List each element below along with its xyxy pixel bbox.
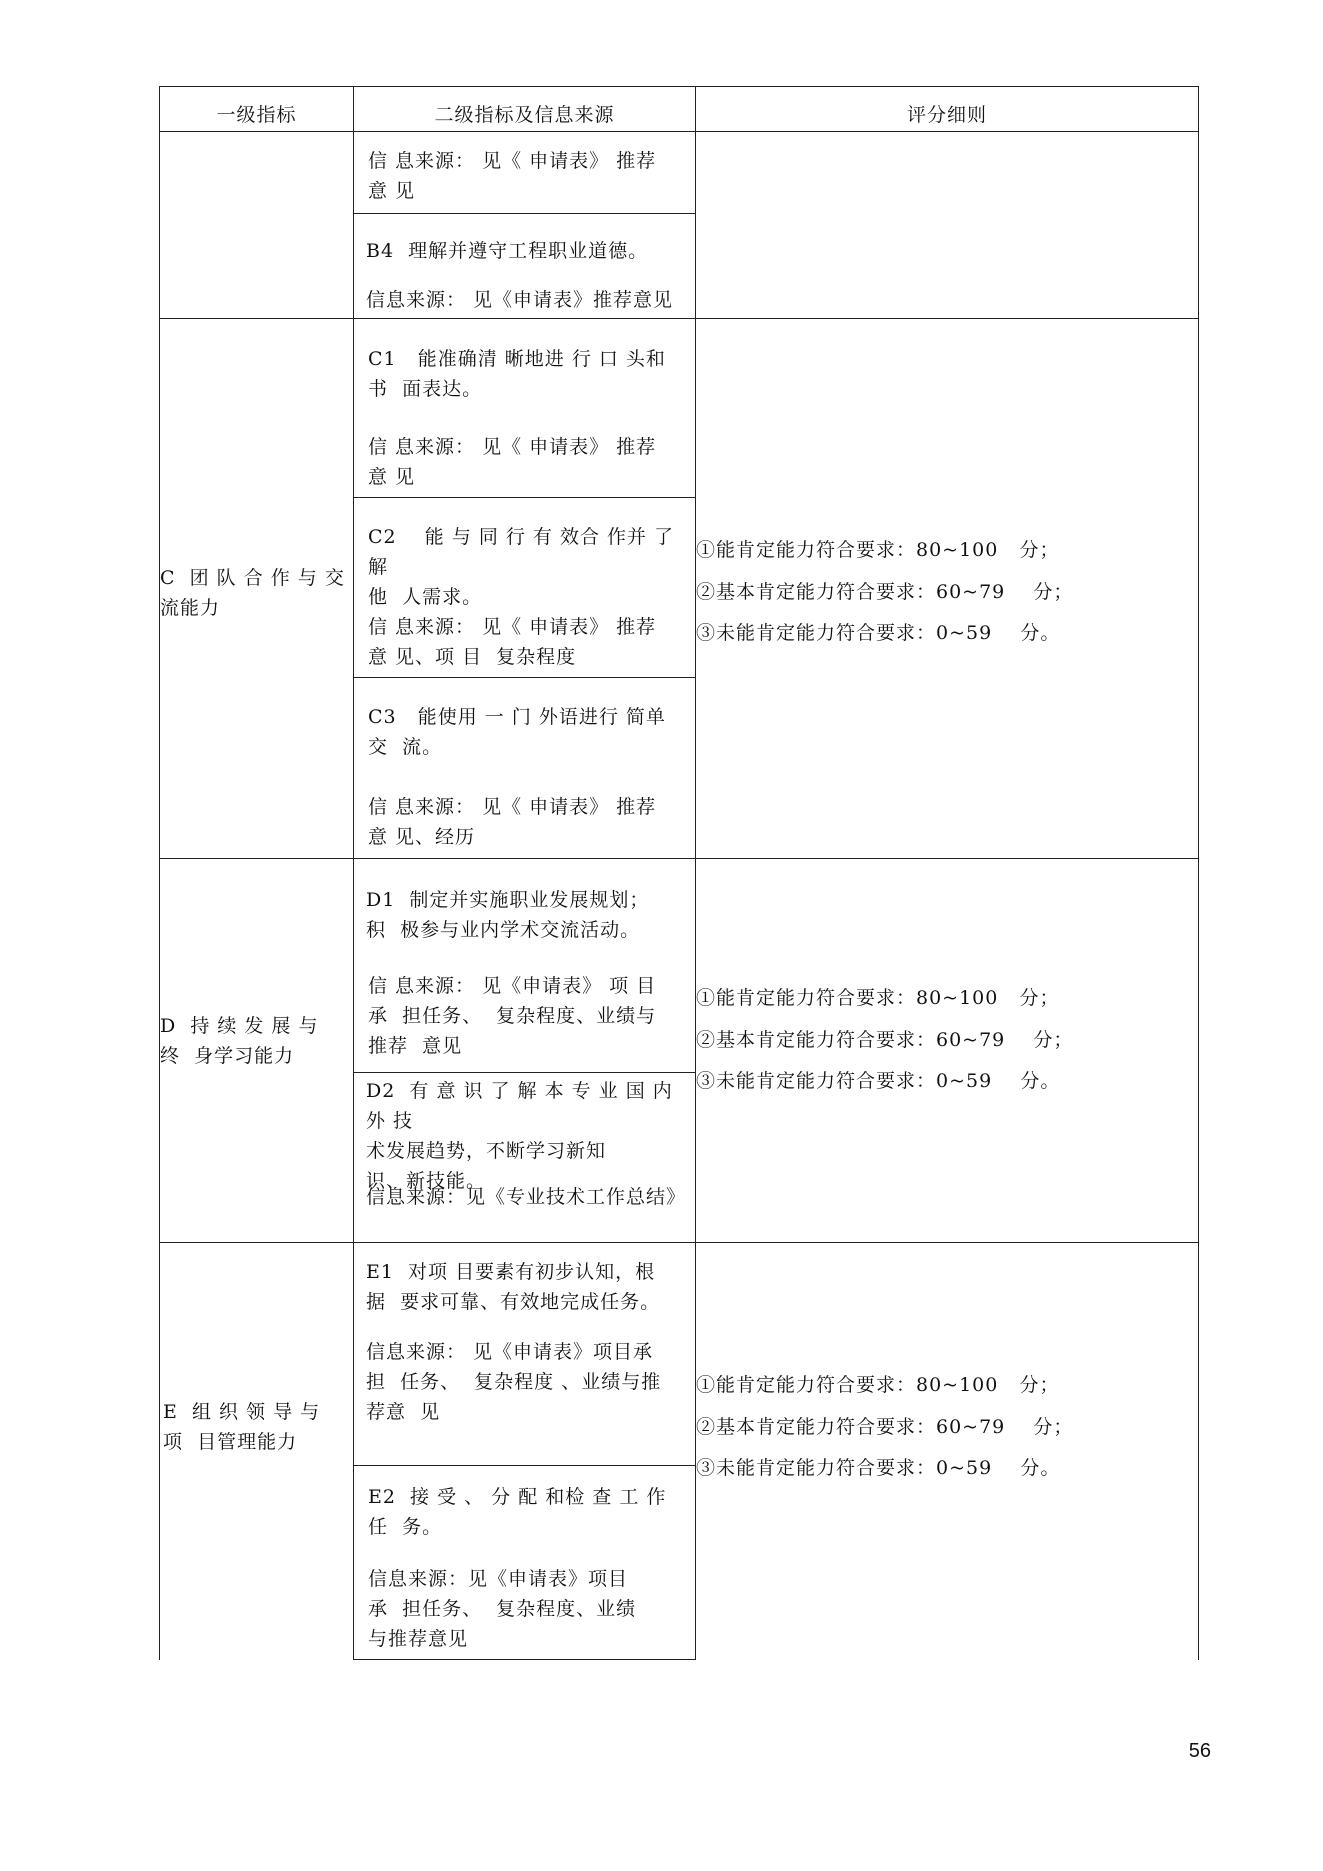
e-rule-2: ②基本肯定能力符合要求：60~79 分； [696,1416,1074,1438]
header-bottom-border [159,131,1199,132]
table-right-border [1198,86,1199,1660]
col1-right-border [353,86,354,1660]
c-rule-3: ③未能肯定能力符合要求：0~59 分。 [696,622,1061,644]
section-separator-e [159,1242,1199,1243]
page-number: 56 [1188,1740,1211,1762]
header-primary-indicator: 一级指标 [216,104,297,126]
table-top-border [159,86,1199,87]
d2-indicator: D2 有 意 识 了 解 本 专 业 国 内 外 技 术发展趋势，不断学习新知 识、新技能。 [366,1080,673,1192]
section-separator-d [159,858,1199,859]
indicator-c-name: C 团 队 合 作 与 交 流能力 [160,567,345,619]
c-rule-2: ②基本肯定能力符合要求：60~79 分； [696,581,1074,603]
e1-info-source: 信息来源： 见《申请表》项目承 担 任务、 复杂程度 、业绩与推 荐意 见 [366,1341,662,1423]
d-rule-3: ③未能肯定能力符合要求：0~59 分。 [696,1070,1061,1092]
subrow-separator [353,1072,696,1073]
d1-indicator: D1 制定并实施职业发展规划； 积 极参与业内学术交流活动。 [366,889,650,941]
subrow-separator [353,677,696,678]
b4-indicator: B4 理解并遵守工程职业道德。 [366,240,649,262]
e-rule-3: ③未能肯定能力符合要求：0~59 分。 [696,1457,1061,1479]
d-rule-1: ①能肯定能力符合要求：80~100 分； [696,987,1060,1009]
subrow-separator [353,497,696,498]
e2-indicator: E2 接 受 、 分 配 和检 查 工 作 任 务。 [368,1486,667,1538]
d-rule-2: ②基本肯定能力符合要求：60~79 分； [696,1029,1074,1051]
c1-info-source: 信 息来源： 见《 申请表》 推荐 意 见 [368,436,657,488]
c2-info-source: 信 息来源： 见《 申请表》 推荐 意 见、项 目 复杂程度 [368,616,657,668]
header-secondary-indicator: 二级指标及信息来源 [434,104,615,126]
d1-info-source: 信 息来源： 见《申请表》 项 目 承 担任务、 复杂程度、业绩与 推荐 意见 [368,975,657,1057]
table-left-border [159,86,160,1660]
c1-indicator: C1 能准确清 晰地进 行 口 头和 书 面表达。 [368,348,666,400]
b4-info-source: 信息来源： 见《申请表》推荐意见 [366,289,674,311]
subrow-separator [353,213,696,214]
subrow-separator [353,1465,696,1466]
section-separator-c [159,318,1199,319]
b3-info-source: 信 息来源： 见《 申请表》 推荐 意 见 [368,150,657,202]
indicator-e-name: E 组 织 领 导 与 项 目管理能力 [163,1401,321,1453]
header-scoring-rules: 评分细则 [906,104,987,126]
c-rule-1: ①能肯定能力符合要求：80~100 分； [696,539,1060,561]
indicator-d-name: D 持 续 发 展 与 终 身学习能力 [160,1015,319,1067]
e1-indicator: E1 对项 目要素有初步认知，根 据 要求可靠、有效地完成任务。 [366,1261,661,1313]
table-bottom-border-col2 [353,1659,696,1660]
c3-info-source: 信 息来源： 见《 申请表》 推荐 意 见、经历 [368,796,657,848]
e2-info-source: 信息来源：见《申请表》项目 承 担任务、 复杂程度、业绩 与推荐意见 [368,1568,637,1650]
c2-indicator: C2 能 与 同 行 有 效合 作并 了解 他 人需求。 [368,526,675,608]
e-rule-1: ①能肯定能力符合要求：80~100 分； [696,1374,1060,1396]
c3-indicator: C3 能使用 一 门 外语进行 简单 交 流。 [368,706,666,758]
d2-info-source: 信息来源：见《专业技术工作总结》 [366,1186,687,1208]
